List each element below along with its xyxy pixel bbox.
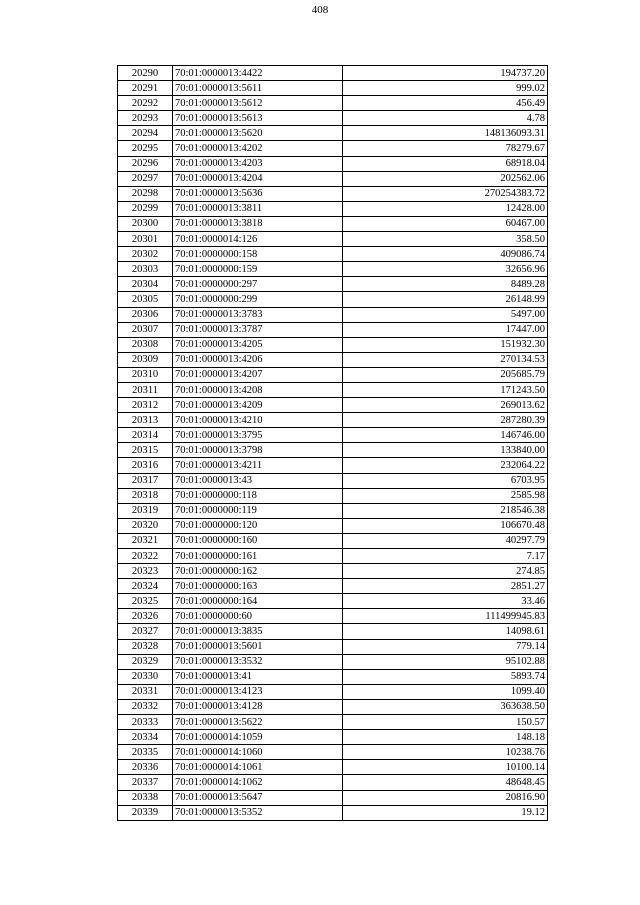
- row-number-cell: 20326: [118, 609, 173, 624]
- table-row: [118, 216, 548, 231]
- cadastral-number-cell: 70:01:0000013:3811: [173, 201, 343, 216]
- cadastral-number-cell: 70:01:0000013:5636: [173, 186, 343, 201]
- table-row: [118, 443, 548, 458]
- table-row: [118, 201, 548, 216]
- row-number-cell: 20336: [118, 760, 173, 775]
- value-cell: 287280.39: [343, 413, 548, 428]
- row-number-cell: 20337: [118, 775, 173, 790]
- cadastral-number-cell: 70:01:0000013:3818: [173, 216, 343, 231]
- row-number-cell: 20292: [118, 96, 173, 111]
- row-number-cell: 20304: [118, 277, 173, 292]
- cadastral-number-cell: 70:01:0000000:158: [173, 247, 343, 262]
- cadastral-number-cell: 70:01:0000013:5611: [173, 81, 343, 96]
- value-cell: 8489.28: [343, 277, 548, 292]
- table-row: [118, 730, 548, 745]
- cadastral-number-cell: 70:01:0000013:4208: [173, 382, 343, 397]
- value-cell: 40297.79: [343, 533, 548, 548]
- table-row: [118, 262, 548, 277]
- cadastral-number-cell: 70:01:0000014:1062: [173, 775, 343, 790]
- cadastral-number-cell: 70:01:0000013:5620: [173, 126, 343, 141]
- row-number-cell: 20293: [118, 111, 173, 126]
- row-number-cell: 20299: [118, 201, 173, 216]
- cadastral-number-cell: 70:01:0000000:118: [173, 488, 343, 503]
- row-number-cell: 20305: [118, 292, 173, 307]
- row-number-cell: 20324: [118, 579, 173, 594]
- value-cell: 270254383.72: [343, 186, 548, 201]
- row-number-cell: 20331: [118, 684, 173, 699]
- table-row: [118, 322, 548, 337]
- value-cell: 202562.06: [343, 171, 548, 186]
- table-row: [118, 277, 548, 292]
- value-cell: 205685.79: [343, 367, 548, 382]
- row-number-cell: 20315: [118, 443, 173, 458]
- row-number-cell: 20335: [118, 745, 173, 760]
- value-cell: 2851.27: [343, 579, 548, 594]
- table-row: [118, 624, 548, 639]
- cadastral-number-cell: 70:01:0000000:162: [173, 564, 343, 579]
- cadastral-number-cell: 70:01:0000013:43: [173, 473, 343, 488]
- cadastral-number-cell: 70:01:0000013:4206: [173, 352, 343, 367]
- row-number-cell: 20333: [118, 715, 173, 730]
- table-row: [118, 126, 548, 141]
- value-cell: 26148.99: [343, 292, 548, 307]
- value-cell: 133840.00: [343, 443, 548, 458]
- table-row: [118, 458, 548, 473]
- table-row: [118, 579, 548, 594]
- table-row: [118, 66, 548, 81]
- row-number-cell: 20295: [118, 141, 173, 156]
- cadastral-value-table: [117, 65, 548, 821]
- value-cell: 111499945.83: [343, 609, 548, 624]
- cadastral-number-cell: 70:01:0000000:299: [173, 292, 343, 307]
- cadastral-number-cell: 70:01:0000013:4128: [173, 699, 343, 714]
- row-number-cell: 20317: [118, 473, 173, 488]
- row-number-cell: 20300: [118, 216, 173, 231]
- value-cell: 106670.48: [343, 518, 548, 533]
- table-row: [118, 503, 548, 518]
- value-cell: 7.17: [343, 549, 548, 564]
- row-number-cell: 20328: [118, 639, 173, 654]
- page-number: 408: [311, 4, 329, 16]
- cadastral-number-cell: 70:01:0000000:164: [173, 594, 343, 609]
- row-number-cell: 20316: [118, 458, 173, 473]
- cadastral-number-cell: 70:01:0000000:161: [173, 549, 343, 564]
- value-cell: 5893.74: [343, 669, 548, 684]
- table-row: [118, 352, 548, 367]
- row-number-cell: 20298: [118, 186, 173, 201]
- table-row: [118, 81, 548, 96]
- cadastral-number-cell: 70:01:0000013:3798: [173, 443, 343, 458]
- value-cell: 12428.00: [343, 201, 548, 216]
- cadastral-number-cell: 70:01:0000013:4207: [173, 367, 343, 382]
- value-cell: 32656.96: [343, 262, 548, 277]
- row-number-cell: 20309: [118, 352, 173, 367]
- row-number-cell: 20327: [118, 624, 173, 639]
- row-number-cell: 20302: [118, 247, 173, 262]
- table-row: [118, 594, 548, 609]
- table-row: [118, 518, 548, 533]
- table-row: [118, 669, 548, 684]
- row-number-cell: 20291: [118, 81, 173, 96]
- cadastral-number-cell: 70:01:0000000:160: [173, 533, 343, 548]
- row-number-cell: 20339: [118, 805, 173, 820]
- value-cell: 999.02: [343, 81, 548, 96]
- value-cell: 48648.45: [343, 775, 548, 790]
- value-cell: 33.46: [343, 594, 548, 609]
- table-row: [118, 367, 548, 382]
- row-number-cell: 20303: [118, 262, 173, 277]
- table-row: [118, 639, 548, 654]
- value-cell: 269013.62: [343, 398, 548, 413]
- value-cell: 1099.40: [343, 684, 548, 699]
- table-row: [118, 715, 548, 730]
- table-row: [118, 413, 548, 428]
- cadastral-number-cell: 70:01:0000013:3532: [173, 654, 343, 669]
- table-row: [118, 549, 548, 564]
- value-cell: 17447.00: [343, 322, 548, 337]
- value-cell: 148136093.31: [343, 126, 548, 141]
- value-cell: 779.14: [343, 639, 548, 654]
- row-number-cell: 20321: [118, 533, 173, 548]
- table-row: [118, 141, 548, 156]
- row-number-cell: 20294: [118, 126, 173, 141]
- table-row: [118, 699, 548, 714]
- value-cell: 20816.90: [343, 790, 548, 805]
- value-cell: 14098.61: [343, 624, 548, 639]
- table-row: [118, 428, 548, 443]
- value-cell: 232064.22: [343, 458, 548, 473]
- value-cell: 151932.30: [343, 337, 548, 352]
- row-number-cell: 20329: [118, 654, 173, 669]
- row-number-cell: 20311: [118, 382, 173, 397]
- value-cell: 78279.67: [343, 141, 548, 156]
- cadastral-number-cell: 70:01:0000013:3787: [173, 322, 343, 337]
- row-number-cell: 20334: [118, 730, 173, 745]
- table-row: [118, 775, 548, 790]
- value-cell: 4.78: [343, 111, 548, 126]
- row-number-cell: 20325: [118, 594, 173, 609]
- value-cell: 19.12: [343, 805, 548, 820]
- row-number-cell: 20318: [118, 488, 173, 503]
- table-row: [118, 186, 548, 201]
- table-row: [118, 171, 548, 186]
- value-cell: 10238.76: [343, 745, 548, 760]
- table-row: [118, 760, 548, 775]
- cadastral-number-cell: 70:01:0000013:3783: [173, 307, 343, 322]
- cadastral-number-cell: 70:01:0000014:126: [173, 232, 343, 247]
- cadastral-number-cell: 70:01:0000013:4205: [173, 337, 343, 352]
- cadastral-number-cell: 70:01:0000000:119: [173, 503, 343, 518]
- table-row: [118, 805, 548, 820]
- cadastral-number-cell: 70:01:0000014:1061: [173, 760, 343, 775]
- cadastral-number-cell: 70:01:0000013:5613: [173, 111, 343, 126]
- row-number-cell: 20323: [118, 564, 173, 579]
- table-row: [118, 398, 548, 413]
- row-number-cell: 20296: [118, 156, 173, 171]
- value-cell: 10100.14: [343, 760, 548, 775]
- cadastral-number-cell: 70:01:0000013:3835: [173, 624, 343, 639]
- value-cell: 456.49: [343, 96, 548, 111]
- cadastral-number-cell: 70:01:0000013:41: [173, 669, 343, 684]
- value-cell: 194737.20: [343, 66, 548, 81]
- value-cell: 218546.38: [343, 503, 548, 518]
- row-number-cell: 20319: [118, 503, 173, 518]
- row-number-cell: 20312: [118, 398, 173, 413]
- cadastral-number-cell: 70:01:0000000:163: [173, 579, 343, 594]
- table-row: [118, 790, 548, 805]
- table-body: [118, 66, 548, 821]
- value-cell: 171243.50: [343, 382, 548, 397]
- table-row: [118, 684, 548, 699]
- cadastral-number-cell: 70:01:0000014:1059: [173, 730, 343, 745]
- row-number-cell: 20330: [118, 669, 173, 684]
- value-cell: 358.50: [343, 232, 548, 247]
- row-number-cell: 20307: [118, 322, 173, 337]
- table-row: [118, 488, 548, 503]
- value-cell: 5497.00: [343, 307, 548, 322]
- value-cell: 95102.88: [343, 654, 548, 669]
- table-row: [118, 382, 548, 397]
- row-number-cell: 20301: [118, 232, 173, 247]
- row-number-cell: 20322: [118, 549, 173, 564]
- table-row: [118, 473, 548, 488]
- cadastral-number-cell: 70:01:0000000:297: [173, 277, 343, 292]
- cadastral-number-cell: 70:01:0000013:5601: [173, 639, 343, 654]
- table-row: [118, 609, 548, 624]
- value-cell: 6703.95: [343, 473, 548, 488]
- cadastral-number-cell: 70:01:0000013:5647: [173, 790, 343, 805]
- cadastral-number-cell: 70:01:0000013:4422: [173, 66, 343, 81]
- row-number-cell: 20290: [118, 66, 173, 81]
- value-cell: 68918.04: [343, 156, 548, 171]
- table-row: [118, 745, 548, 760]
- table-row: [118, 247, 548, 262]
- row-number-cell: 20314: [118, 428, 173, 443]
- cadastral-number-cell: 70:01:0000000:60: [173, 609, 343, 624]
- value-cell: 270134.53: [343, 352, 548, 367]
- row-number-cell: 20297: [118, 171, 173, 186]
- cadastral-number-cell: 70:01:0000013:4202: [173, 141, 343, 156]
- table-row: [118, 654, 548, 669]
- value-cell: 150.57: [343, 715, 548, 730]
- value-cell: 363638.50: [343, 699, 548, 714]
- value-cell: 2585.98: [343, 488, 548, 503]
- table-row: [118, 232, 548, 247]
- cadastral-number-cell: 70:01:0000013:5612: [173, 96, 343, 111]
- table-row: [118, 564, 548, 579]
- row-number-cell: 20313: [118, 413, 173, 428]
- table-row: [118, 533, 548, 548]
- cadastral-number-cell: 70:01:0000000:159: [173, 262, 343, 277]
- row-number-cell: 20338: [118, 790, 173, 805]
- value-cell: 274.85: [343, 564, 548, 579]
- row-number-cell: 20310: [118, 367, 173, 382]
- cadastral-number-cell: 70:01:0000013:4210: [173, 413, 343, 428]
- row-number-cell: 20332: [118, 699, 173, 714]
- table-row: [118, 111, 548, 126]
- cadastral-number-cell: 70:01:0000000:120: [173, 518, 343, 533]
- cadastral-number-cell: 70:01:0000013:5352: [173, 805, 343, 820]
- cadastral-number-cell: 70:01:0000014:1060: [173, 745, 343, 760]
- cadastral-number-cell: 70:01:0000013:4203: [173, 156, 343, 171]
- table-row: [118, 292, 548, 307]
- value-cell: 148.18: [343, 730, 548, 745]
- value-cell: 60467.00: [343, 216, 548, 231]
- table-row: [118, 96, 548, 111]
- cadastral-number-cell: 70:01:0000013:4204: [173, 171, 343, 186]
- cadastral-number-cell: 70:01:0000013:5622: [173, 715, 343, 730]
- table-row: [118, 307, 548, 322]
- cadastral-number-cell: 70:01:0000013:4209: [173, 398, 343, 413]
- table-row: [118, 156, 548, 171]
- cadastral-number-cell: 70:01:0000013:4123: [173, 684, 343, 699]
- value-cell: 409086.74: [343, 247, 548, 262]
- value-cell: 146746.00: [343, 428, 548, 443]
- row-number-cell: 20308: [118, 337, 173, 352]
- table-row: [118, 337, 548, 352]
- row-number-cell: 20306: [118, 307, 173, 322]
- cadastral-number-cell: 70:01:0000013:3795: [173, 428, 343, 443]
- row-number-cell: 20320: [118, 518, 173, 533]
- cadastral-number-cell: 70:01:0000013:4211: [173, 458, 343, 473]
